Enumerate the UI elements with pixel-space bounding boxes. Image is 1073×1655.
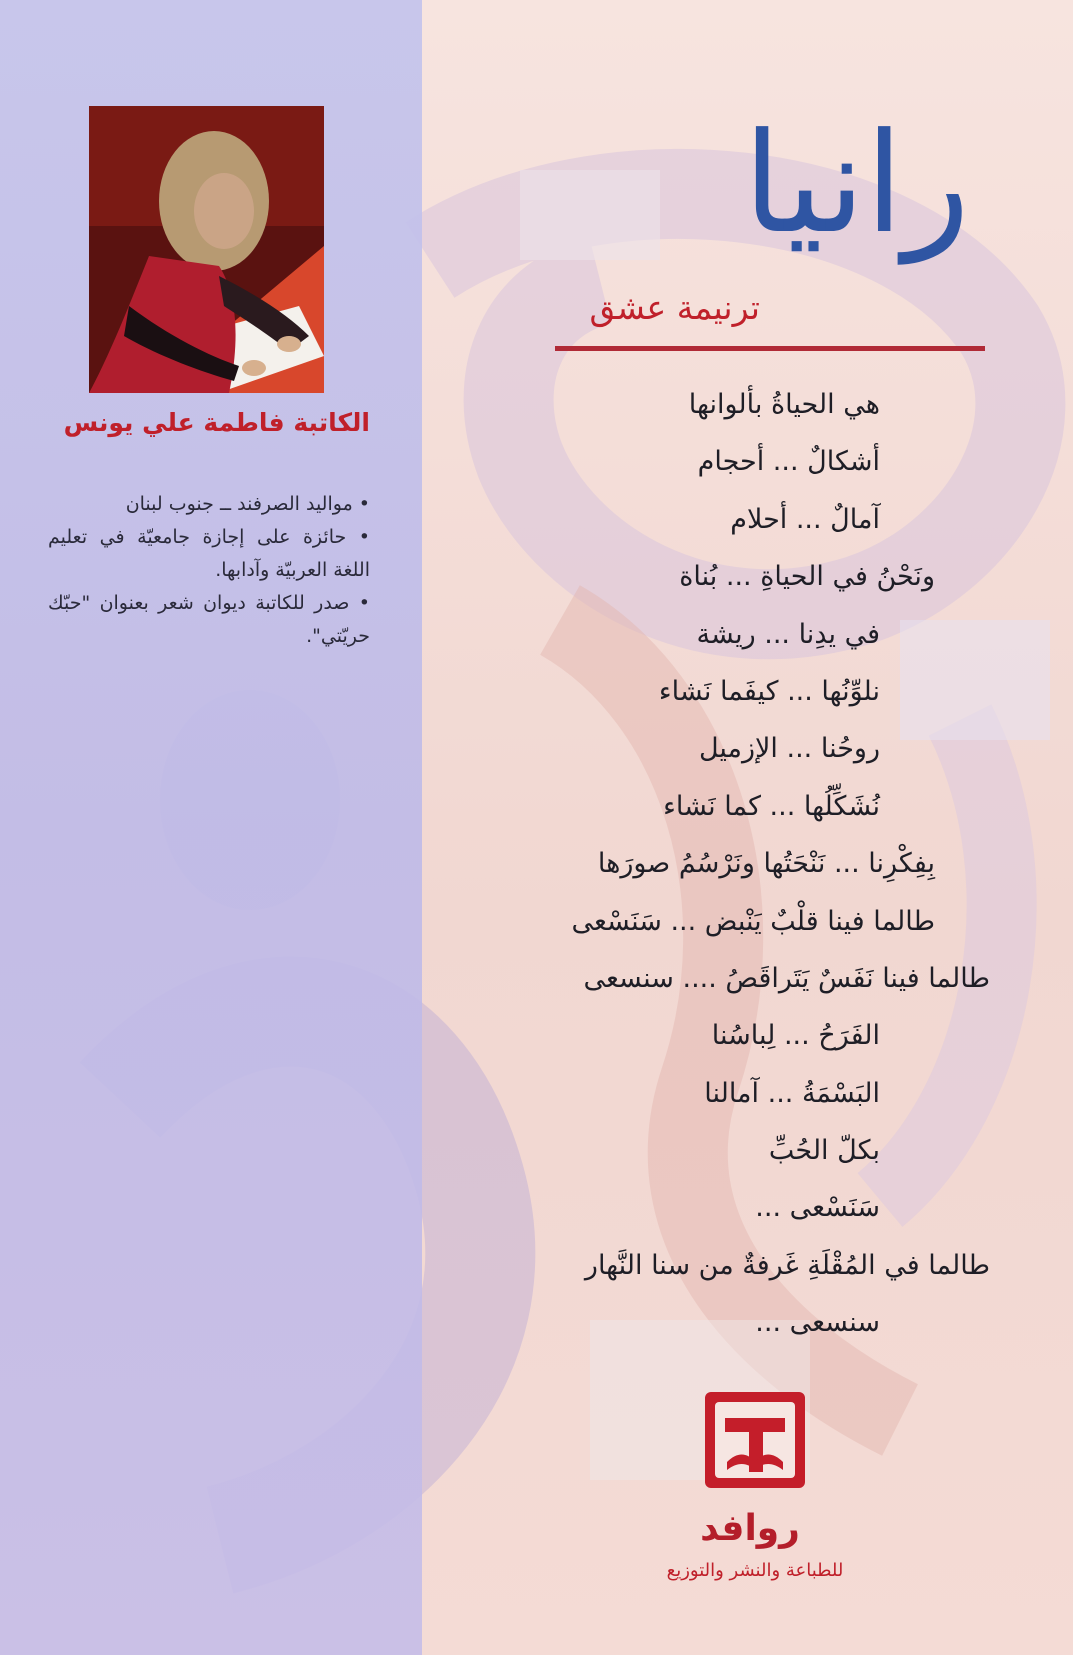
publisher-logo-icon: [705, 1392, 805, 1488]
author-photo: [89, 106, 324, 393]
bio-item: • حائزة على إجازة جامعيّة في تعليم اللغة العربيّة وآدابها.: [48, 526, 370, 581]
poem-line: ونَحْنُ في الحياةِ ... بُناة: [679, 561, 935, 593]
poem-line: البَسْمَةُ ... آمالنا: [704, 1077, 880, 1109]
poem-line: طالما فينا نَفَسٌ يَتَراقَصُ .... سنسعى: [583, 962, 990, 994]
poem-line: طالما في المُقْلَةِ غَرفةٌ من سنا النَّهار: [584, 1249, 990, 1281]
bio-item: • صدر للكاتبة ديوان شعر بعنوان "حبّك حريّتي".: [48, 592, 370, 647]
poem-line: بكلّ الحُبِّ: [768, 1135, 880, 1167]
book-title: رانيا: [742, 103, 970, 264]
publisher-tagline: للطباعة والنشر والتوزيع: [666, 1560, 844, 1581]
poem: [540, 376, 990, 1352]
poem-line: روحُنا ... الإزميل: [698, 733, 880, 765]
author-bio: [48, 488, 370, 653]
poem-line: نُشَكِّلُها ... كما نَشاء: [663, 790, 880, 822]
poem-line: نلوِّنُها ... كيفَما نَشاء: [658, 675, 880, 707]
poem-line: في يدِنا ... ريشة: [696, 618, 880, 650]
poem-line: الفَرَحُ ... لِباسُنا: [711, 1020, 880, 1052]
poem-line: بِفِكْرِنا ... نَنْحَتُها ونَرْسُمُ صورَها: [597, 848, 935, 880]
poem-line: أشكالٌ ... أحجام: [697, 446, 880, 478]
title-divider: [555, 346, 985, 351]
poem-line: طالما فينا قلْبٌ يَنْبض ... سَنَسْعى: [571, 905, 935, 937]
poem-line: هي الحياةُ بألوانها: [688, 389, 880, 420]
author-name: الكاتبة فاطمة علي يونس: [63, 408, 370, 437]
bio-item: • مواليد الصرفند ــ جنوب لبنان: [125, 493, 370, 515]
poem-line: سَنَسْعى ...: [755, 1192, 880, 1224]
publisher-name: روافد: [700, 1508, 800, 1549]
book-subtitle: ترنيمة عشق: [589, 288, 760, 327]
poem-line: آمالٌ ... أحلام: [730, 503, 880, 535]
poem-line: سنسعى ...: [755, 1307, 880, 1339]
